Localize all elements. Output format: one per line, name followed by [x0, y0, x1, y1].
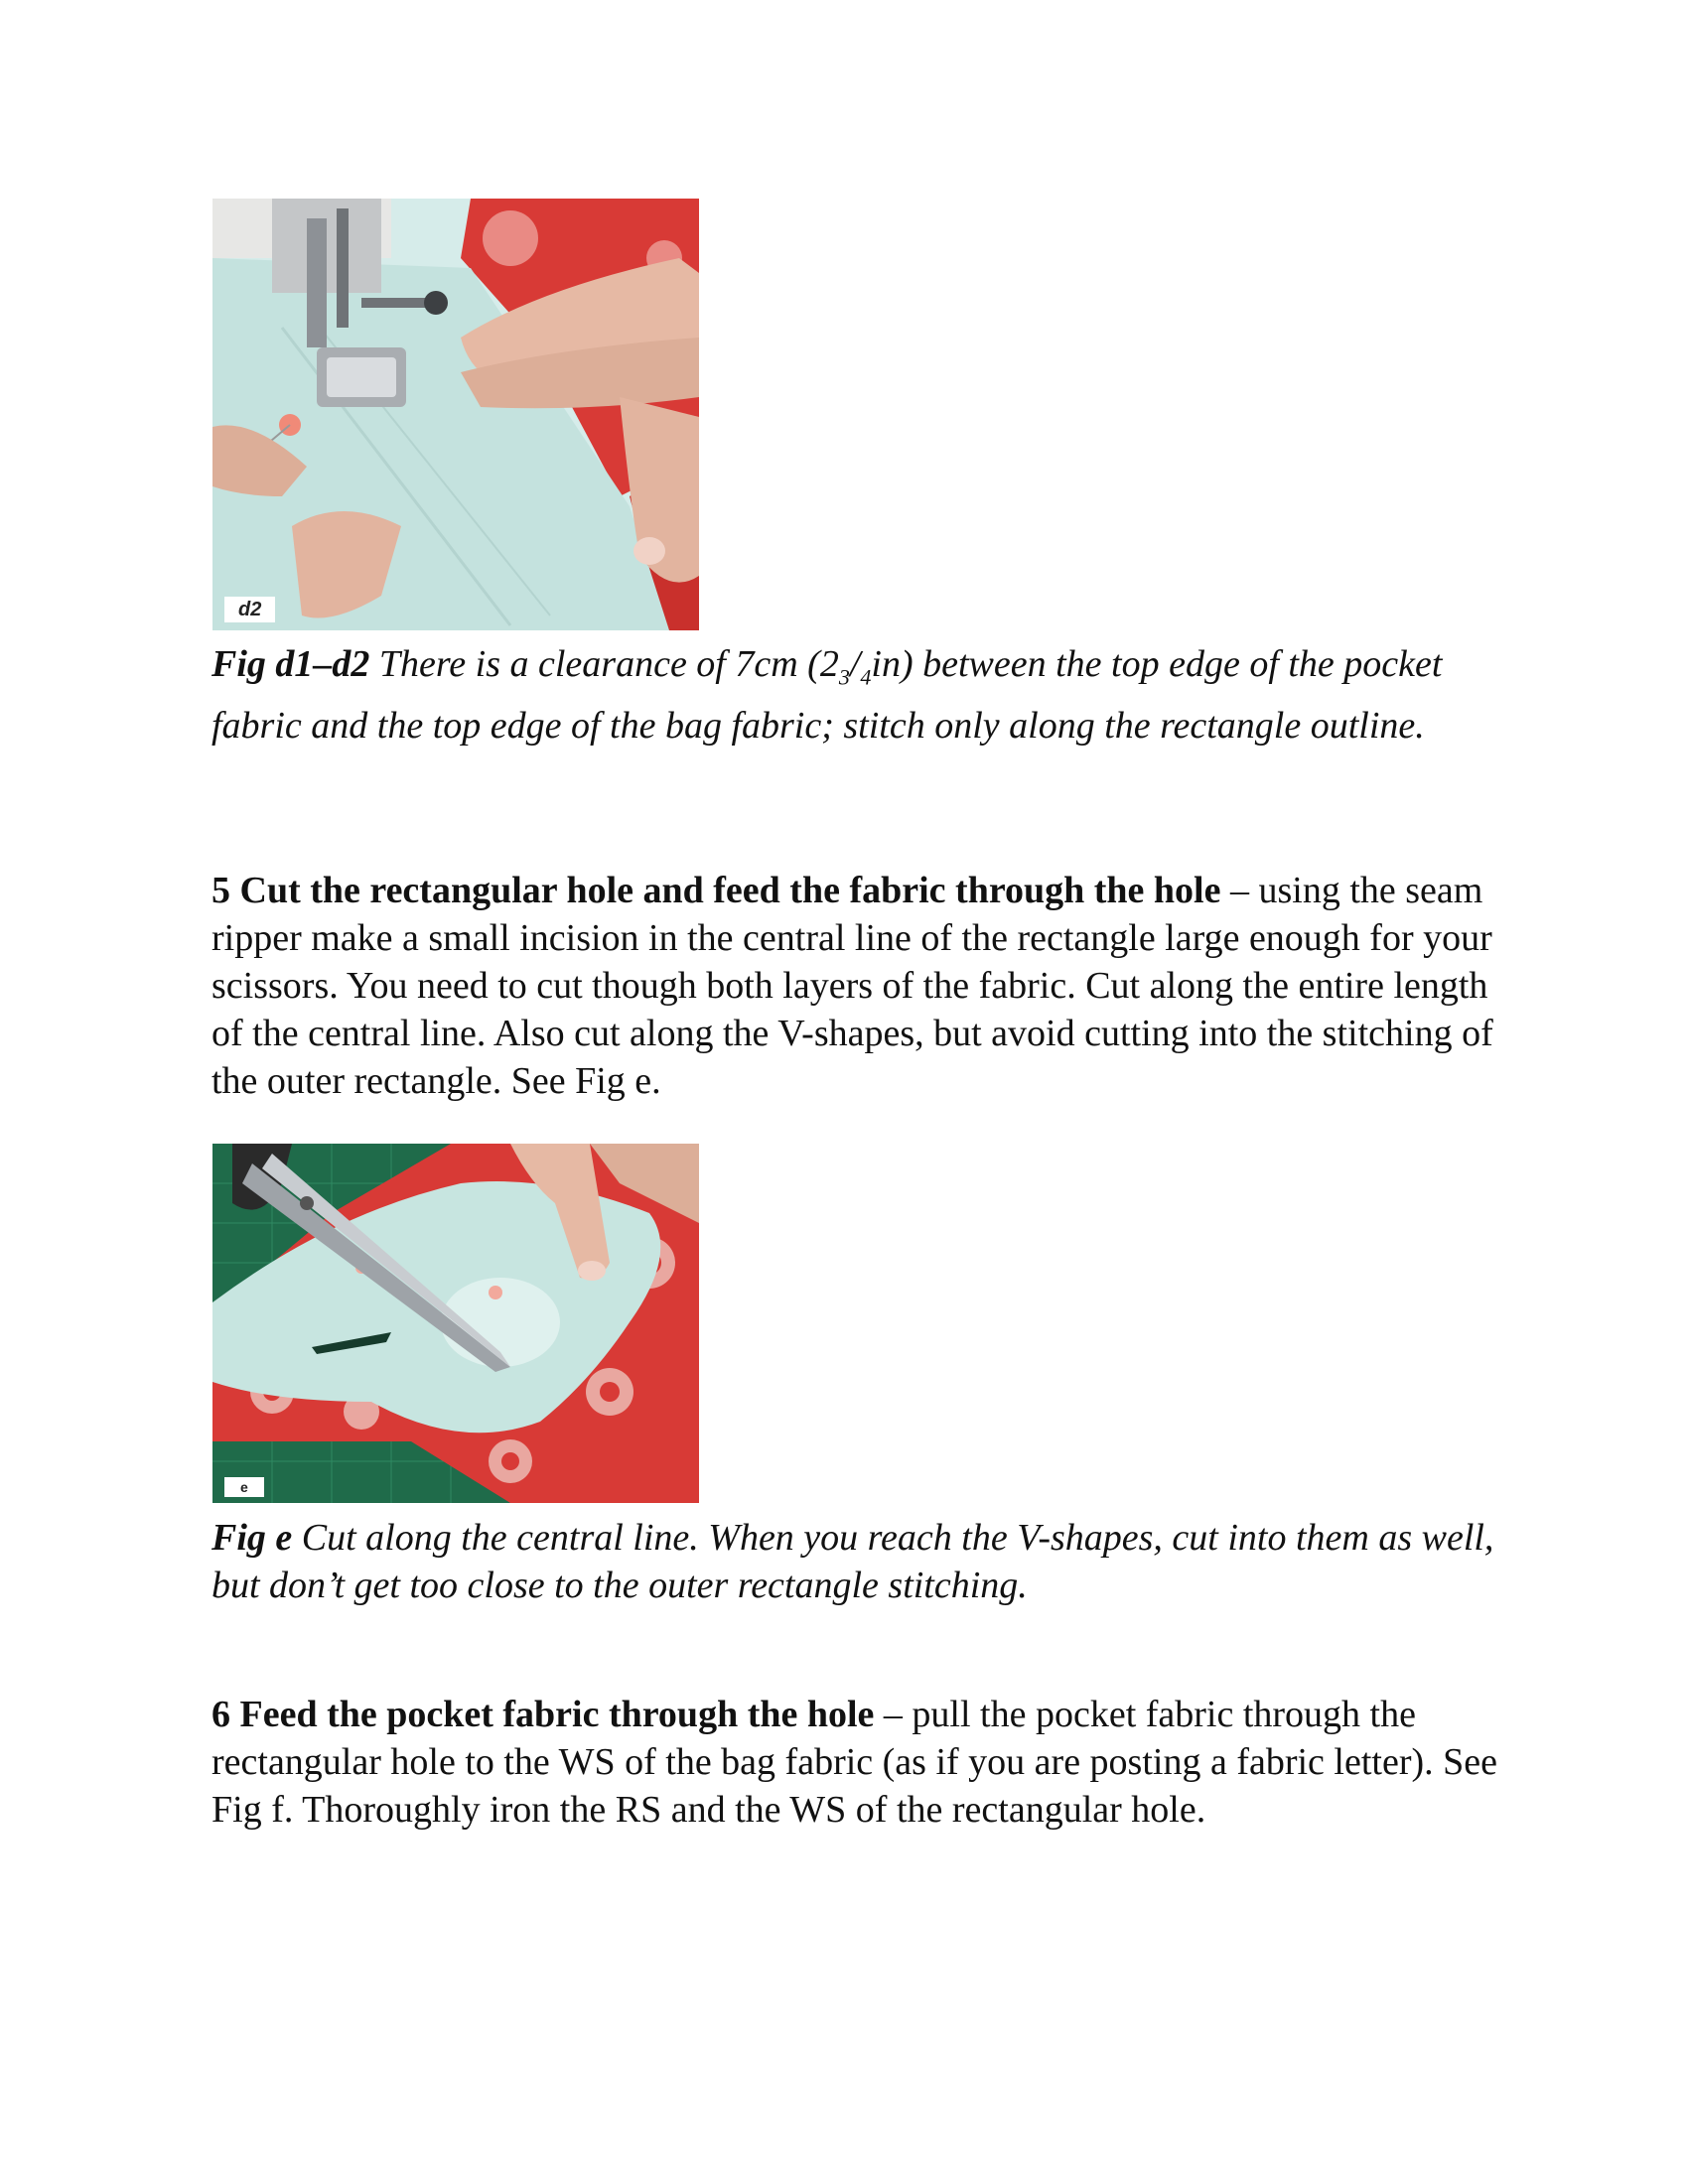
step-6-title: 6 Feed the pocket fabric through the hole: [211, 1694, 875, 1735]
figure-d2-label: d2: [224, 597, 275, 622]
figure-d2-fraction-slash: /: [849, 643, 861, 685]
figure-d2-fraction-denominator: 4: [860, 664, 872, 690]
figure-d2-fraction-numerator: 3: [838, 664, 850, 690]
step-5-body: – using the seam ripper make a small incision in the central line of the rectangle large enough for your scissors. You need to cut though both layers of the fabric. Cut along the entire length of the central line. Also cut along the V-shapes, but avoid cutting into the stitching of the outer rectangle. See Fig e.: [211, 870, 1493, 1102]
figure-e-label: e: [224, 1477, 264, 1497]
step-6-body: – pull the pocket fabric through the rectangular hole to the WS of the bag fabric (as if you are posting a fabric letter). See Fig f. Thoroughly iron the RS and the WS of the rectangular hole.: [211, 1694, 1498, 1831]
figure-e-caption-text: Cut along the central line. When you reach the V-shapes, cut into them as well, but don’t get too close to the outer rectangle stitching.: [211, 1517, 1494, 1606]
figure-d2-photo: [212, 199, 699, 630]
step-5-title: 5 Cut the rectangular hole and feed the fabric through the hole: [211, 870, 1221, 911]
scissors-cutting-illustration: [212, 1144, 699, 1503]
figure-d2-caption-id: Fig d1–d2: [211, 643, 370, 685]
figure-d2-caption-text-2: in) between the top edge of the pocket fabric and the top edge of the bag fabric; stitch only along the rectangle outline.: [211, 643, 1443, 747]
sewing-machine-illustration: [212, 199, 699, 630]
step-5-paragraph: [211, 867, 1502, 1105]
step-6-paragraph: [211, 1691, 1502, 1834]
figure-e-caption-id: Fig e: [211, 1517, 293, 1559]
figure-e-photo: [212, 1144, 699, 1503]
figure-d2-caption-text-1: There is a clearance of 7cm (2: [369, 643, 839, 685]
figure-e-caption: [211, 1514, 1502, 1609]
figure-d2-caption: [211, 640, 1502, 750]
